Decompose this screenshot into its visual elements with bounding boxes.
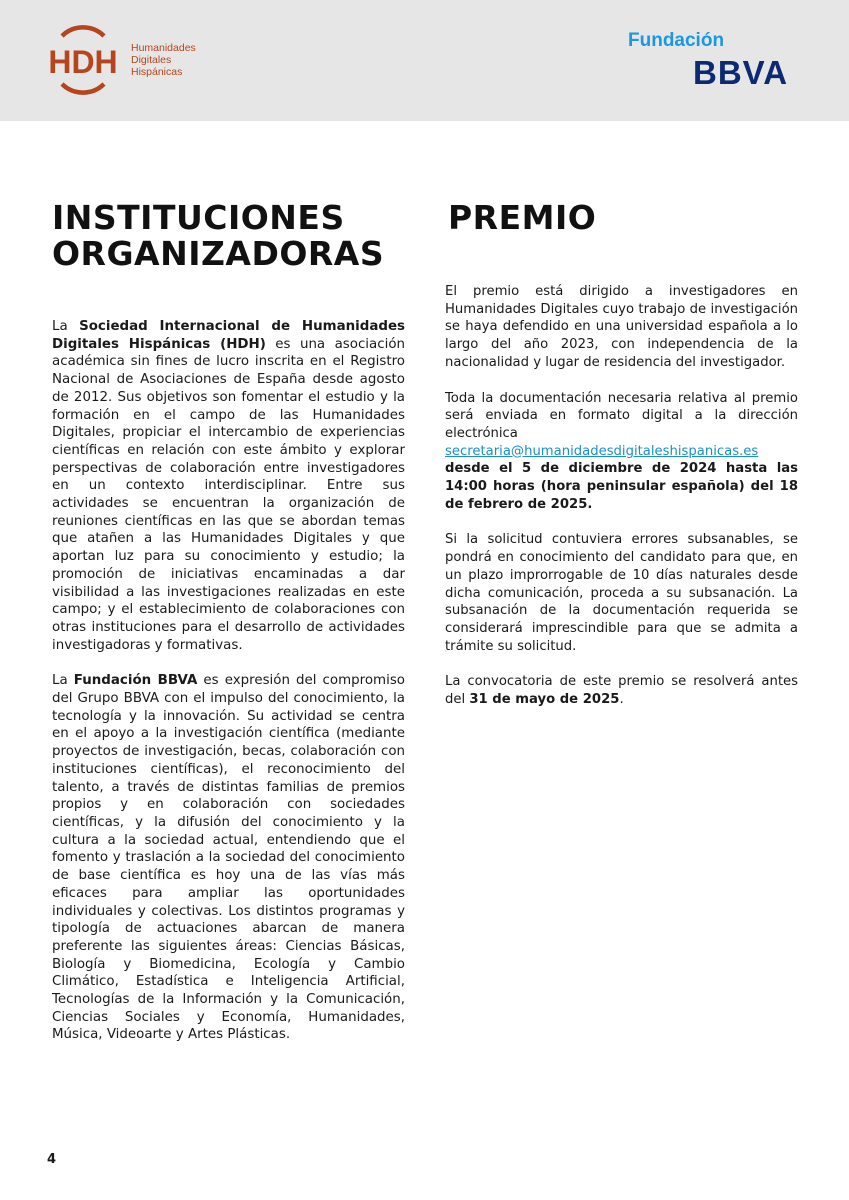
resolution-paragraph xyxy=(445,673,798,708)
bbva-paragraph-body: es expresión del compromiso del Grupo BBVA con el impulso del conocimiento, la tecnología y la innovación. Su actividad se centra en el apoyo a la investigación científica (mediante proyectos de investigación, becas, colaboración con instituciones científicas), el reconocimiento del talento, a través de distintas familias de premios propios y en colaboración con sociedades científicas, y la difusión del conocimiento y la cultura a la sociedad actual, entendiendo que el fomento y traslación a la sociedad del conocimiento de base científica es hoy una de las vías más eficaces para ampliar las oportunidades individuales y colectivas. Los distintos programas y tipología de actuaciones abarcan de manera preferente las siguientes áreas: Ciencias Básicas, Biología y Biomedicina, Ecología y Cambio Climático, Estadística e Inteligencia Artificial, Tecnologías de la Información y la Comunicación, Ciencias Sociales y Economía, Humanidades, Música, Videoarte y Artes Plásticas. xyxy=(52,673,405,1043)
hdh-logo xyxy=(40,18,210,104)
submission-deadline-bold: desde el 5 de diciembre de 2024 hasta las 14:00 horas (hora peninsular española) del 18 de febrero de 2025. xyxy=(445,461,798,512)
institutions-heading xyxy=(52,200,405,272)
bbva-logo-wordmark: BBVA xyxy=(693,54,789,91)
submission-paragraph-lead: Toda la documentación necesaria relativa al premio será enviada en formato digital a la dirección electrónica xyxy=(445,390,798,441)
premio-heading: PREMIO xyxy=(448,198,597,237)
hdh-paragraph-lead: La xyxy=(52,319,80,334)
eligibility-paragraph: El premio está dirigido a investigadores en Humanidades Digitales cuyo trabajo de investigación se haya defendido en una universidad española a lo largo del año 2023, con independencia de la nacionalidad y lugar de residencia del investigador. xyxy=(445,284,798,370)
bbva-paragraph xyxy=(52,672,405,1044)
hdh-paragraph-body: es una asociación académica sin fines de lucro inscrita en el Registro Nacional de Asociaciones de España desde agosto de 2012. Sus objetivos son fomentar el estudio y la formación en el campo de las Humanidades Digitales, propiciar el intercambio de experiencias científicas en relación con este ámbito y explorar perspectivas de colaboración entre investigadores en un contexto interdisciplinar. Entre sus actividades se encuentran la organización de reuniones científicas en las que se abordan temas que atañen a las Humanidades Digitales y que aportan luz para su conocimiento y estudio; la promoción de iniciativas encaminadas a dar visibilidad a las investigaciones realizadas en este campo; y el establecimiento de colaboraciones con otras instituciones para el desarrollo de actividades investigadoras y formativas. xyxy=(52,336,405,653)
hdh-logo-wordmark xyxy=(131,42,196,78)
institutions-heading-line-1: INSTITUCIONES xyxy=(52,198,345,237)
resolution-date-bold: 31 de mayo de 2025 xyxy=(469,692,620,708)
bbva-logo-foundation: Fundación xyxy=(628,30,725,51)
hdh-logo-mark-text: HDH xyxy=(48,44,118,80)
right-column xyxy=(445,200,798,727)
fundacion-bbva-logo xyxy=(628,30,808,90)
submission-paragraph xyxy=(445,390,798,514)
hdh-logo-mark xyxy=(40,18,126,104)
hdh-logo-line-3: Hispánicas xyxy=(131,66,183,78)
left-column xyxy=(52,200,405,1062)
resolution-paragraph-end: . xyxy=(619,692,624,708)
resolution-paragraph-lead: La convocatoria de este premio se resolverá antes del xyxy=(445,674,798,708)
hdh-logo-line-2: Digitales xyxy=(131,54,172,66)
page-header xyxy=(0,0,849,121)
institutions-heading-line-2: ORGANIZADORAS xyxy=(52,234,385,273)
corrections-paragraph: Si la solicitud contuviera errores subsanables, se pondrá en conocimiento del candidato para que, en un plazo improrrogable de 10 días naturales desde dicha comunicación, proceda a su subsanación. La subsanación de la documentación requerida se considerará imprescindible para que se admita a trámite su solicitud. xyxy=(445,532,798,654)
secretaria-email-link[interactable]: secretaria@humanidadesdigitaleshispanicas.es xyxy=(445,443,759,459)
hdh-logo-line-1: Humanidades xyxy=(131,42,196,54)
bbva-name-bold: Fundación BBVA xyxy=(73,673,198,689)
page-number: 4 xyxy=(47,1152,57,1167)
hdh-name-bold: Sociedad Internacional de Humanidades Digitales Hispánicas (HDH) xyxy=(52,319,405,352)
bbva-paragraph-lead: La xyxy=(52,673,74,689)
hdh-paragraph xyxy=(52,318,405,654)
